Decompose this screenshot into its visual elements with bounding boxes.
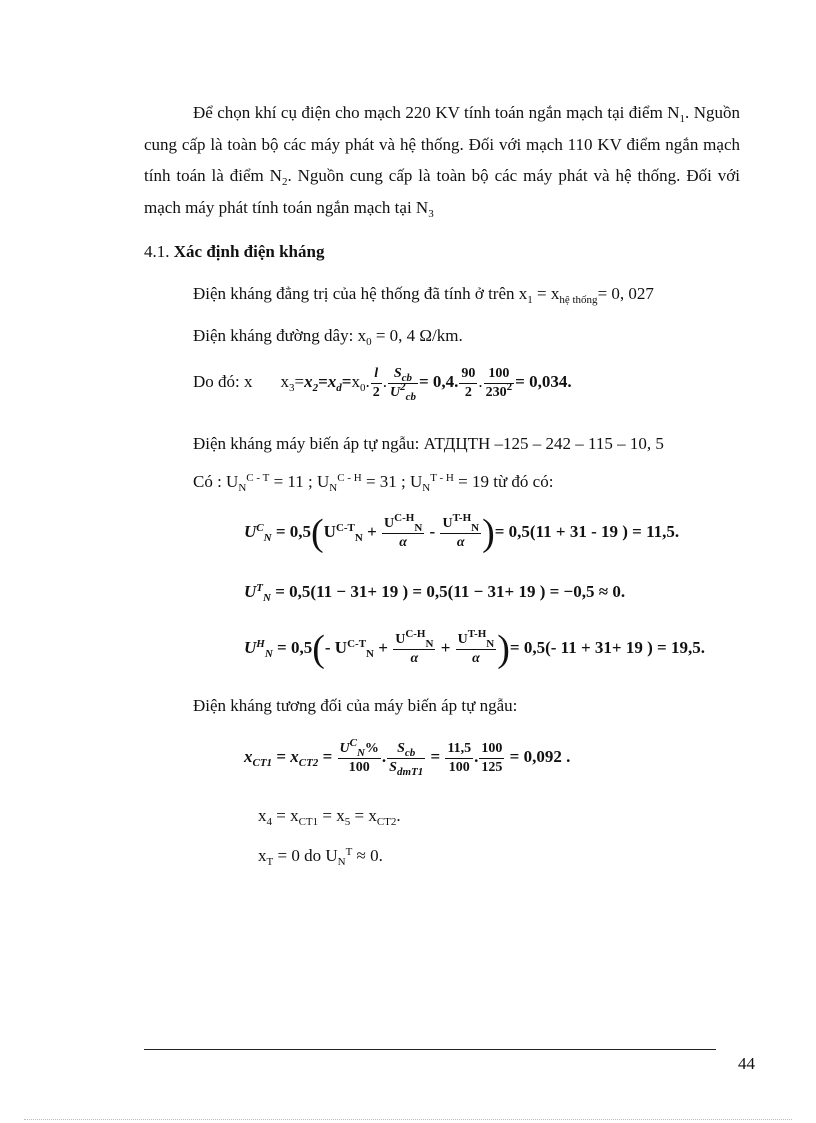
intro-paragraph	[144, 97, 740, 223]
equation-ut: $U^T_N = 0,5(11 - 31+ 19$ ) = 0,5(11 − 31+ 19 ) = −0,5 ≈ 0.	[244, 582, 626, 604]
line-transformer: Điện kháng máy biến áp tự ngẫu: АТДЦТН –125 – 242 – 115 – 10, 5	[193, 434, 664, 453]
line-x4: $x_4 = x_{CT1} = x_5 = x_{CT2}$.	[258, 806, 401, 828]
section-title: Xác định điện kháng	[173, 242, 325, 261]
equation-uh: $U^H_N = 0,5(-$ $U^{C-T}_N$ + $\frac{U^{C-H}_N}{\alpha}$ + $\frac{U^{T-H}_N}{\alpha}$ )= 0,5(- 11 + 31+ 19 ) = 19,5.	[244, 627, 705, 671]
intro-text-a: Để chọn khí cụ điện cho mạch 220 KV tính toán ngắn mạch tại điểm N	[193, 103, 680, 122]
equation-xct: $x_{CT1} = x_{CT2}$ = $\frac{U^C_N\%}{100}$ . $\frac{S_{cb}}{S_{dmT1}}$ = $\frac{11,5}{100}$ . $\frac{100}{125}$ = 0,092 .	[244, 736, 571, 778]
line-co-values: Có : $U_N^{C - T} = 11$ ; $U_N^{C - H} = 31$ ; $U_N^{T - H} = 19$ từ đó có:	[193, 472, 554, 494]
line-system-reactance: Điện kháng đẳng trị của hệ thống đã tính ở trên $x_1 = x_{hệ thống}= 0$, 027	[193, 284, 654, 306]
line-relative-reactance: Điện kháng tương đối của máy biến áp tự ngẫu:	[193, 696, 518, 715]
intro-text-b: . Nguồn cung cấp là toàn bộ các máy phát và hệ thống. Đối với mạch 110 KV điểm ngắn mạch tính toán là điểm N	[144, 103, 740, 185]
footer-rule	[144, 1049, 716, 1050]
frac-l-2: $\frac{l}{2}$	[372, 365, 380, 400]
line-xt: $x_T = 0$ do $U_N^T \approx 0$.	[258, 846, 383, 868]
intro-sub-3: 3	[428, 207, 434, 220]
equation-x3: Do đó: x $x_3=x_2=x_d=x_0$. $\frac{l}{2}$ . $\frac{S_{cb}}{U^2_{cb}}$ = 0,4. $\frac{90}{2}$ . $\frac{100}{230^2}$ = 0,034.	[193, 365, 572, 403]
frac-90-2: $\frac{90}{2}$	[461, 365, 476, 400]
equation-uc: $U^C_N = 0,5(U^{C-T}_N$ + $\frac{U^{C-H}_N}{\alpha}$ - $\frac{U^{T-H}_N}{\alpha}$ )= 0,5(11 + 31 - 19 ) = 11,5.	[244, 511, 680, 555]
line-line-reactance: Điện kháng đường dây: $x_0 = 0$, 4 Ω/km.	[193, 326, 463, 348]
page-number: 44	[738, 1054, 755, 1073]
page-edge-dots	[24, 1119, 792, 1120]
section-heading	[144, 242, 324, 262]
intro-sub-1: 1	[679, 113, 686, 125]
frac-scb-ucb: $\frac{S_{cb}}{U^2_{cb}}$	[389, 365, 416, 403]
intro-text-c: . Nguồn cung cấp là toàn bộ các máy phát và hệ thống. Đối với mạch máy phát tính toán ngắn mạch tại N	[144, 166, 740, 217]
section-number: 4.1.	[144, 242, 170, 261]
frac-100-230: $\frac{100}{230^2}$	[485, 365, 513, 400]
intro-sub-2: 2	[281, 176, 288, 188]
